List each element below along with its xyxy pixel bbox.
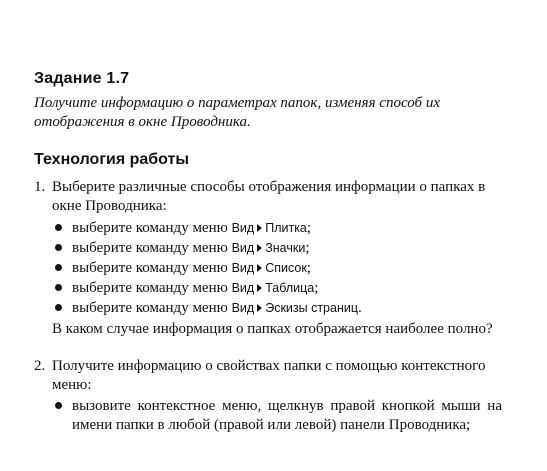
menu-name: Вид xyxy=(231,221,255,235)
step-text: Выберите различные способы отображения информации о папках в окне Проводника: xyxy=(52,179,486,214)
bullet-prefix: выберите команду меню xyxy=(72,240,228,256)
menu-path xyxy=(232,221,307,235)
bullet-icon xyxy=(55,284,62,291)
list-item xyxy=(52,397,502,435)
section-title: Технология работы xyxy=(34,151,190,168)
context-menu-list xyxy=(52,397,502,435)
step-number: 1. xyxy=(34,179,46,195)
step-1 xyxy=(34,178,502,216)
bullet-suffix: ; xyxy=(306,260,311,276)
menu-item: Таблица xyxy=(265,281,315,295)
bullet-icon xyxy=(55,224,62,231)
bullet-suffix: ; xyxy=(306,220,312,236)
step-question: В каком случае информация о папках отображается наиболее полно? xyxy=(52,321,493,337)
arrow-right-icon xyxy=(257,304,262,312)
task-title: Задание 1.7 xyxy=(34,70,130,87)
step-text: Получите информацию о свойствах папки с помощью контекстного меню: xyxy=(52,358,486,393)
arrow-right-icon xyxy=(257,264,262,272)
step-2 xyxy=(34,357,502,395)
arrow-right-icon xyxy=(257,284,262,292)
list-item xyxy=(52,258,492,278)
step-number: 2. xyxy=(34,358,46,374)
list-item xyxy=(52,238,492,258)
list-item xyxy=(52,278,492,298)
menu-path xyxy=(232,301,358,315)
menu-item: Значки xyxy=(265,241,306,255)
menu-name: Вид xyxy=(231,301,255,315)
bullet-icon xyxy=(55,264,62,271)
bullet-suffix: ; xyxy=(305,240,310,256)
menu-path xyxy=(232,281,315,295)
menu-path xyxy=(232,241,306,255)
menu-path xyxy=(232,261,307,275)
bullet-prefix: выберите команду меню xyxy=(72,260,228,276)
menu-name: Вид xyxy=(231,281,255,295)
bullet-icon xyxy=(55,304,62,311)
menu-command-list xyxy=(52,218,492,318)
bullet-suffix: ; xyxy=(314,280,319,296)
list-item xyxy=(52,298,492,318)
bullet-prefix: выберите команду меню xyxy=(72,280,228,296)
bullet-icon xyxy=(55,244,62,251)
bullet-suffix: . xyxy=(358,300,362,316)
arrow-right-icon xyxy=(257,224,262,232)
bullet-icon xyxy=(55,402,62,409)
menu-item: Эскизы страниц xyxy=(265,301,359,315)
menu-name: Вид xyxy=(231,261,255,275)
list-item xyxy=(52,218,492,238)
task-description: Получите информацию о параметрах папок, изменяя способ их отображения в окне Проводника. xyxy=(34,95,440,130)
menu-item: Список xyxy=(265,261,307,275)
bullet-prefix: выберите команду меню xyxy=(72,300,228,316)
menu-name: Вид xyxy=(231,241,255,255)
bullet-prefix: выберите команду меню xyxy=(72,220,228,236)
arrow-right-icon xyxy=(257,244,262,252)
bullet-text: вызовите контекстное меню, щелкнув правой кнопкой мыши на имени папки в любой (правой или левой) панели Проводника; xyxy=(72,398,502,433)
menu-item: Плитка xyxy=(265,221,307,235)
